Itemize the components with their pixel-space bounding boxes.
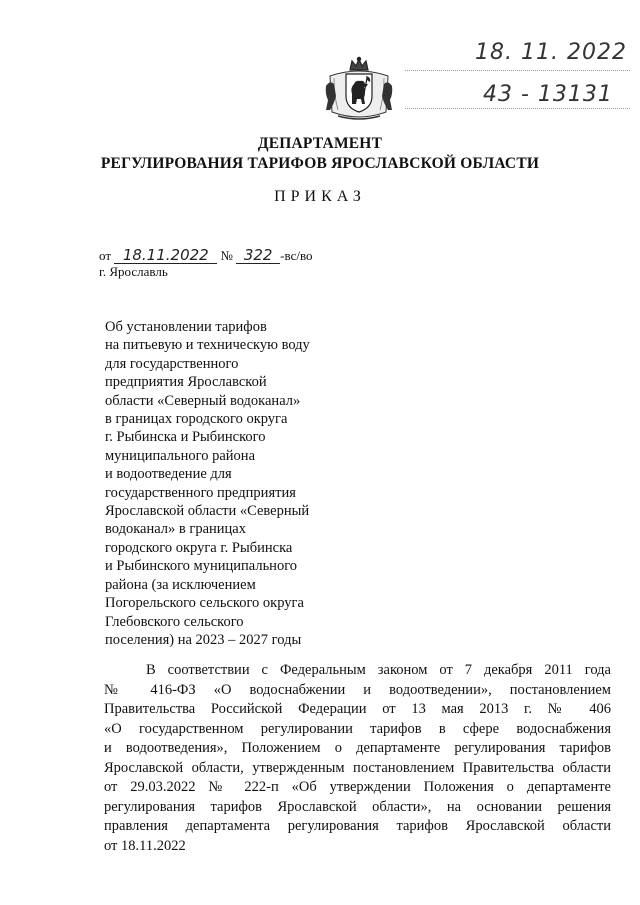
order-city: г. Ярославль: [99, 264, 168, 279]
preamble-line: Ярославской области, утвержденным постановлением Правительства области: [104, 759, 611, 776]
subject-line: государственного предприятия: [105, 484, 296, 501]
subject-line: на питьевую и техническую воду: [105, 337, 310, 354]
order-date-number-line: [99, 247, 313, 264]
stamp-number: 43 - 13131: [483, 82, 613, 107]
subject-line: области «Северный водоканал»: [105, 392, 301, 409]
subject-line: предприятия Ярославской: [105, 374, 267, 391]
stamp-date: 18. 11. 2022: [475, 40, 627, 65]
subject-line: городского округа г. Рыбинска: [105, 539, 293, 556]
subject-line: водоканал» в границах: [105, 521, 246, 538]
department-title-line2: РЕГУЛИРОВАНИЯ ТАРИФОВ ЯРОСЛАВСКОЙ ОБЛАСТИ: [100, 155, 540, 172]
department-title-line1: ДЕПАРТАМЕНТ: [257, 135, 383, 152]
number-label: №: [220, 248, 233, 263]
subject-line: района (за исключением: [105, 576, 256, 593]
subject-line: Ярославской области «Северный: [105, 503, 310, 520]
order-number: 322: [236, 247, 280, 264]
preamble-line: «О государственном регулировании тарифов в сфере водоснабжения: [104, 720, 611, 737]
preamble-line: и водоотведения», Положением о департаменте регулирования тарифов: [104, 740, 611, 756]
subject-line: Об установлении тарифов: [105, 319, 267, 335]
preamble-line: В соответствии с Федеральным законом от 7 декабря 2011 года: [146, 662, 611, 678]
coat-of-arms-emblem: [324, 56, 394, 122]
preamble-line: от 18.11.2022: [104, 837, 186, 854]
from-label: от: [99, 248, 112, 263]
order-subject: [105, 318, 345, 649]
stamp-divider: [405, 70, 630, 71]
registration-stamp: [405, 8, 630, 113]
preamble-line: № 416-ФЗ «О водоснабжении и водоотведении», постановлением: [104, 681, 611, 698]
order-number-suffix: -вс/во: [280, 248, 313, 263]
order-preamble: [104, 661, 611, 856]
preamble-line: правления департамента регулирования тарифов Ярославской области: [104, 818, 611, 834]
subject-line: и водоотведение для: [105, 466, 232, 483]
subject-line: поселения) на 2023 – 2027 годы: [105, 631, 302, 648]
subject-line: г. Рыбинска и Рыбинского: [105, 429, 266, 446]
subject-line: муниципального района: [105, 447, 255, 464]
preamble-line: от 29.03.2022 № 222-п «Об утверждении Положения о департаменте: [104, 779, 611, 795]
order-date: 18.11.2022: [114, 247, 217, 264]
subject-line: Погорельского сельского округа: [105, 595, 304, 612]
subject-line: и Рыбинского муниципального: [105, 558, 298, 575]
document-type-title: ПРИКАЗ: [274, 188, 366, 205]
subject-line: для государственного: [105, 355, 239, 372]
preamble-line: Правительства Российской Федерации от 13 мая 2013 г. № 406: [104, 701, 611, 717]
subject-line: Глебовского сельского: [105, 613, 244, 630]
subject-line: в границах городского округа: [105, 411, 288, 428]
preamble-line: регулирования тарифов Ярославской области», на основании решения: [104, 798, 611, 815]
stamp-divider-bottom: [405, 108, 630, 109]
